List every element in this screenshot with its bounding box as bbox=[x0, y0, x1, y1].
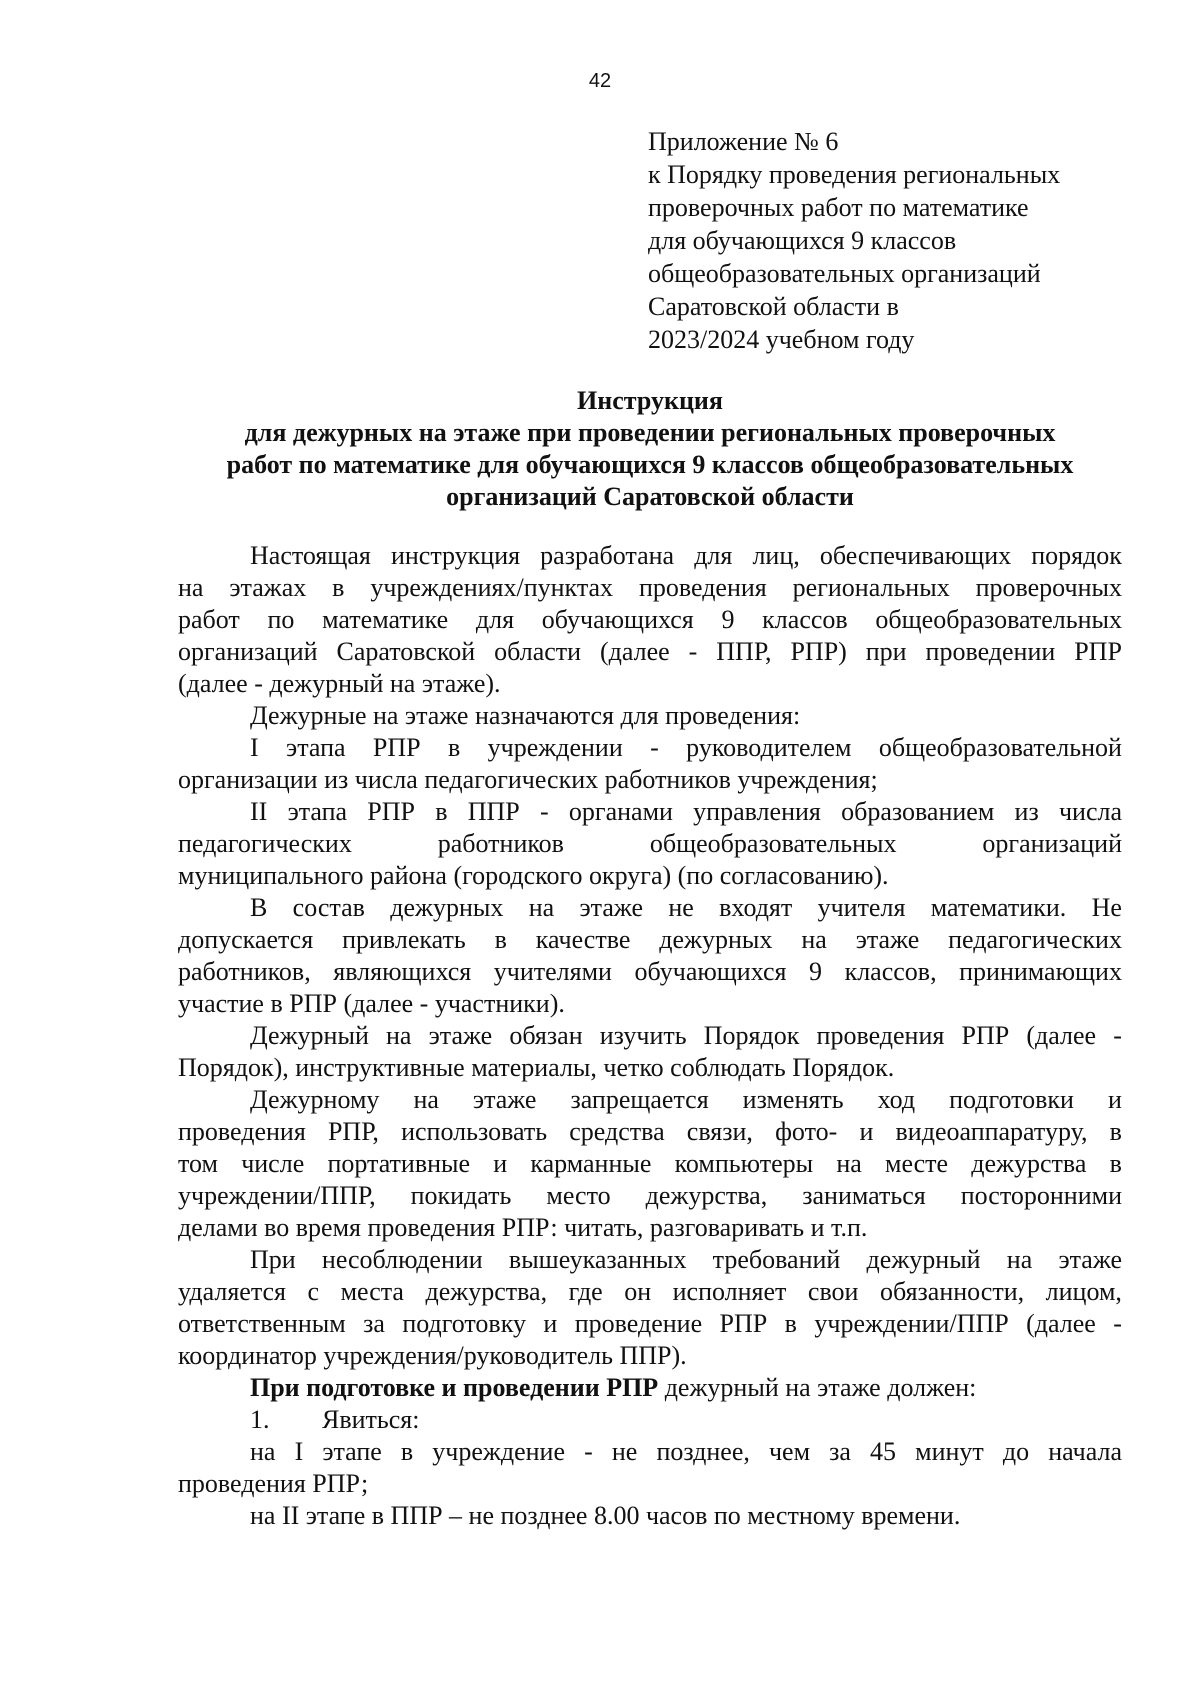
text-word: допускается bbox=[178, 925, 314, 954]
text-word: качестве bbox=[535, 925, 631, 954]
text-word: общеобразовательных bbox=[649, 829, 897, 858]
text-word: для bbox=[694, 541, 733, 570]
text-line bbox=[178, 796, 1122, 828]
appendix-line: общеобразовательных организаций bbox=[648, 259, 1041, 288]
text-word: - bbox=[1113, 1309, 1122, 1338]
text-word: инструкция bbox=[390, 541, 521, 570]
text-word: этапа bbox=[286, 733, 346, 762]
text-word: I bbox=[294, 1437, 304, 1466]
text-word: при bbox=[865, 637, 907, 666]
text-word: организаций bbox=[178, 637, 318, 666]
text-word: этаже bbox=[579, 893, 644, 922]
text-line: муниципального района (городского округа) (по согласованию). bbox=[178, 861, 889, 890]
title-line: Инструкция bbox=[577, 386, 723, 415]
text-word: органами bbox=[568, 797, 673, 826]
text-word: дежурства, bbox=[425, 1277, 548, 1306]
text-line: организации из числа педагогических работников учреждения; bbox=[178, 765, 878, 794]
text-word: проведения bbox=[638, 573, 767, 602]
text-line: на II этапе в ППР – не позднее 8.00 часов по местному времени. bbox=[250, 1501, 961, 1530]
text-word: - bbox=[688, 637, 698, 666]
text-word: из bbox=[1014, 797, 1039, 826]
text-word: Дежурному bbox=[250, 1085, 380, 1114]
text-line: Порядок), инструктивные материалы, четко соблюдать Порядок. bbox=[178, 1053, 895, 1082]
text-word: по bbox=[267, 605, 295, 634]
text-word: Не bbox=[1091, 893, 1122, 922]
text-word: работ bbox=[178, 605, 240, 634]
text-word: в bbox=[435, 797, 448, 826]
page-number: 42 bbox=[588, 70, 612, 92]
text-word: педагогических bbox=[178, 829, 352, 858]
appendix-line: 2023/2024 учебном году bbox=[648, 325, 915, 354]
text-word: принимающих bbox=[959, 957, 1122, 986]
text-word: учреждении/ППР, bbox=[178, 1181, 376, 1210]
text-word: Саратовской bbox=[336, 637, 476, 666]
text-word: не bbox=[611, 1437, 638, 1466]
text-word: ответственным bbox=[178, 1309, 346, 1338]
text-word: позднее, bbox=[656, 1437, 750, 1466]
text-word: покидать bbox=[410, 1181, 512, 1210]
text-word: средства bbox=[569, 1117, 665, 1146]
title-line: работ по математике для обучающихся 9 классов общеобразовательных bbox=[226, 450, 1074, 479]
text-word: на bbox=[413, 1085, 439, 1114]
text-line bbox=[178, 636, 1122, 668]
text-word: обязан bbox=[509, 1021, 583, 1050]
text-word: обеспечивающих bbox=[819, 541, 1012, 570]
text-word: проведение bbox=[574, 1309, 703, 1338]
text-word: обучающихся bbox=[634, 957, 787, 986]
text-word: проведения bbox=[178, 1117, 306, 1146]
text-word: РПР, bbox=[327, 1117, 379, 1146]
text-word: II bbox=[250, 797, 268, 826]
text-line bbox=[178, 732, 1122, 764]
appendix-line: проверочных работ по математике bbox=[648, 193, 1029, 222]
text-line bbox=[178, 828, 1122, 860]
text-word: и bbox=[543, 1309, 558, 1338]
text-word: этаже bbox=[472, 1085, 537, 1114]
text-word: требований bbox=[712, 1245, 841, 1274]
text-word: - bbox=[540, 797, 549, 826]
title-line: организаций Саратовской области bbox=[446, 482, 854, 511]
text-line: (далее - дежурный на этаже). bbox=[178, 669, 501, 698]
text-word: за bbox=[363, 1309, 385, 1338]
text-line: Дежурные на этаже назначаются для проведения: bbox=[250, 701, 801, 730]
text-word: не bbox=[668, 893, 694, 922]
text-word: 45 bbox=[870, 1437, 897, 1466]
text-word: - bbox=[650, 733, 659, 762]
text-word: ППР, bbox=[716, 637, 772, 666]
section-heading-rest: дежурный на этаже должен: bbox=[658, 1373, 977, 1402]
text-word: проверочных bbox=[975, 573, 1122, 602]
text-word: состав bbox=[292, 893, 365, 922]
text-word: РПР) bbox=[790, 637, 847, 666]
text-word: фото- bbox=[775, 1117, 838, 1146]
body-paragraphs bbox=[178, 540, 1122, 1372]
text-line bbox=[178, 956, 1122, 988]
text-word: руководителем bbox=[686, 733, 852, 762]
text-word: в bbox=[494, 925, 507, 954]
text-word: компьютеры bbox=[674, 1149, 814, 1178]
text-line: координатор учреждения/руководитель ППР). bbox=[178, 1341, 687, 1370]
text-word: Порядок bbox=[703, 1021, 800, 1050]
text-word: свои bbox=[807, 1277, 859, 1306]
text-word: педагогических bbox=[948, 925, 1122, 954]
list-item-text: Явиться: bbox=[322, 1405, 420, 1434]
text-word: лиц, bbox=[752, 541, 800, 570]
text-word: I bbox=[250, 733, 259, 762]
appendix-header bbox=[648, 125, 1118, 356]
text-word: 9 bbox=[721, 605, 735, 634]
text-word: на bbox=[528, 893, 555, 922]
text-word: (далее bbox=[1026, 1021, 1097, 1050]
text-word: на bbox=[1006, 1245, 1033, 1274]
text-word: дежурства bbox=[971, 1149, 1087, 1178]
text-word: подготовку bbox=[402, 1309, 526, 1338]
text-word: работников, bbox=[178, 957, 311, 986]
text-word: управления bbox=[693, 797, 821, 826]
text-word: учреждение bbox=[432, 1437, 566, 1466]
text-line bbox=[178, 1180, 1122, 1212]
text-word: обязанности, bbox=[879, 1277, 1025, 1306]
text-line bbox=[178, 924, 1122, 956]
text-line: участие в РПР (далее - участники). bbox=[178, 989, 565, 1018]
text-word: общеобразовательной bbox=[878, 733, 1122, 762]
text-word: этаже bbox=[428, 1021, 493, 1050]
text-word: за bbox=[829, 1437, 851, 1466]
text-word: учреждении/ППР bbox=[814, 1309, 1009, 1338]
text-word: региональных bbox=[792, 573, 950, 602]
text-word: этапа bbox=[287, 797, 348, 826]
text-word: общеобразовательных bbox=[875, 605, 1122, 634]
text-word: обучающихся bbox=[541, 605, 694, 634]
text-word: организаций bbox=[982, 829, 1122, 858]
text-word: учреждении bbox=[487, 733, 623, 762]
text-word: этаже bbox=[1058, 1245, 1122, 1274]
text-word: дежурства, bbox=[645, 1181, 768, 1210]
text-word: РПР bbox=[719, 1309, 768, 1338]
list-item-1 bbox=[178, 1404, 1122, 1436]
text-word: запрещается bbox=[570, 1085, 709, 1114]
text-line: проведения РПР; bbox=[178, 1469, 369, 1498]
section-heading bbox=[178, 1372, 1122, 1404]
text-line bbox=[178, 540, 1122, 572]
text-word: он bbox=[624, 1277, 652, 1306]
text-word: РПР bbox=[367, 797, 415, 826]
text-word: в bbox=[400, 1437, 414, 1466]
text-word: этапе bbox=[322, 1437, 382, 1466]
text-line bbox=[178, 1116, 1122, 1148]
text-word: РПР bbox=[1074, 637, 1122, 666]
text-word: классов bbox=[762, 605, 848, 634]
text-line bbox=[178, 1436, 1122, 1468]
text-line bbox=[178, 572, 1122, 604]
text-word: в bbox=[332, 573, 345, 602]
text-word: месте bbox=[884, 1149, 949, 1178]
text-word: порядок bbox=[1031, 541, 1122, 570]
appendix-line: к Порядку проведения региональных bbox=[648, 160, 1061, 189]
text-word: изменять bbox=[742, 1085, 844, 1114]
text-word: математики. bbox=[930, 893, 1067, 922]
text-word: места bbox=[340, 1277, 404, 1306]
text-word: где bbox=[568, 1277, 603, 1306]
text-word: ППР bbox=[467, 797, 520, 826]
text-word: лицом, bbox=[1045, 1277, 1122, 1306]
appendix-line: Приложение № 6 bbox=[648, 127, 839, 156]
appendix-line: для обучающихся 9 классов bbox=[648, 226, 957, 255]
text-line bbox=[178, 604, 1122, 636]
text-word: - bbox=[1113, 1021, 1122, 1050]
text-word: вышеуказанных bbox=[508, 1245, 687, 1274]
text-word: использовать bbox=[401, 1117, 548, 1146]
text-line bbox=[178, 1276, 1122, 1308]
text-word: дежурных bbox=[659, 925, 773, 954]
text-word: РПР bbox=[961, 1021, 1010, 1050]
text-word: в bbox=[1109, 1149, 1122, 1178]
text-word: Дежурный bbox=[250, 1021, 369, 1050]
text-word: привлекать bbox=[342, 925, 466, 954]
text-word: учителя bbox=[817, 893, 906, 922]
text-line bbox=[178, 1084, 1122, 1116]
text-word: заниматься bbox=[802, 1181, 926, 1210]
text-word: до bbox=[1002, 1437, 1030, 1466]
text-word: несоблюдении bbox=[321, 1245, 483, 1274]
text-word: минут bbox=[915, 1437, 984, 1466]
text-word: с bbox=[307, 1277, 320, 1306]
text-word: учителями bbox=[493, 957, 612, 986]
text-word: учреждениях/пунктах bbox=[370, 573, 614, 602]
document-title bbox=[175, 385, 1125, 513]
text-word: посторонними bbox=[960, 1181, 1122, 1210]
text-word: (далее bbox=[600, 637, 670, 666]
text-word: Настоящая bbox=[250, 541, 371, 570]
text-word: подготовки bbox=[949, 1085, 1074, 1114]
text-word: исполняет bbox=[672, 1277, 787, 1306]
text-word: на bbox=[801, 925, 827, 954]
text-word: в bbox=[1109, 1117, 1122, 1146]
text-word: образованием bbox=[841, 797, 995, 826]
text-word: разработана bbox=[540, 541, 675, 570]
text-word: видеоаппаратуру, bbox=[895, 1117, 1088, 1146]
text-word: и bbox=[493, 1149, 508, 1178]
text-word: являющихся bbox=[333, 957, 472, 986]
text-word: и bbox=[1107, 1085, 1122, 1114]
text-word: начала bbox=[1048, 1437, 1122, 1466]
text-word: карманные bbox=[530, 1149, 652, 1178]
text-word: изучить bbox=[599, 1021, 687, 1050]
text-word: этажах bbox=[229, 573, 307, 602]
text-line: делами во время проведения РПР: читать, разговаривать и т.п. bbox=[178, 1213, 868, 1242]
text-word: (далее bbox=[1026, 1309, 1096, 1338]
text-word: для bbox=[475, 605, 515, 634]
text-word: работников bbox=[437, 829, 564, 858]
text-word: числа bbox=[1058, 797, 1122, 826]
text-word: РПР bbox=[372, 733, 421, 762]
text-word: на bbox=[836, 1149, 862, 1178]
section-heading-bold: При подготовке и проведении РПР bbox=[250, 1373, 659, 1402]
appendix-line: Саратовской области в bbox=[648, 292, 899, 321]
text-word: классов, bbox=[844, 957, 937, 986]
title-line: для дежурных на этаже при проведении региональных проверочных bbox=[244, 418, 1056, 447]
text-word: и bbox=[859, 1117, 874, 1146]
tail-paragraphs bbox=[178, 1436, 1122, 1532]
text-word: При bbox=[250, 1245, 296, 1274]
text-word: чем bbox=[768, 1437, 811, 1466]
text-word: проведения bbox=[816, 1021, 945, 1050]
text-word: на bbox=[386, 1021, 412, 1050]
text-word: входят bbox=[719, 893, 793, 922]
document-body bbox=[178, 540, 1122, 1532]
text-line bbox=[178, 1148, 1122, 1180]
text-word: на bbox=[250, 1437, 276, 1466]
text-word: том bbox=[178, 1149, 218, 1178]
text-word: ход bbox=[877, 1085, 916, 1114]
text-word: связи, bbox=[686, 1117, 753, 1146]
text-word: удаляется bbox=[178, 1277, 287, 1306]
list-item-number: 1. bbox=[250, 1405, 270, 1434]
text-word: области bbox=[494, 637, 582, 666]
text-word: дежурный bbox=[866, 1245, 981, 1274]
text-word: в bbox=[784, 1309, 797, 1338]
text-line bbox=[178, 1308, 1122, 1340]
text-word: В bbox=[250, 893, 268, 922]
text-line bbox=[178, 892, 1122, 924]
text-word: дежурных bbox=[390, 893, 504, 922]
text-word: место bbox=[546, 1181, 611, 1210]
text-word: числе bbox=[241, 1149, 305, 1178]
text-word: на bbox=[178, 573, 204, 602]
text-word: этаже bbox=[855, 925, 920, 954]
text-word: - bbox=[584, 1437, 593, 1466]
text-word: портативные bbox=[327, 1149, 471, 1178]
text-word: математике bbox=[322, 605, 449, 634]
text-word: 9 bbox=[809, 957, 823, 986]
text-line bbox=[178, 1244, 1122, 1276]
text-word: проведении bbox=[925, 637, 1056, 666]
text-line bbox=[178, 1020, 1122, 1052]
text-word: в bbox=[448, 733, 461, 762]
